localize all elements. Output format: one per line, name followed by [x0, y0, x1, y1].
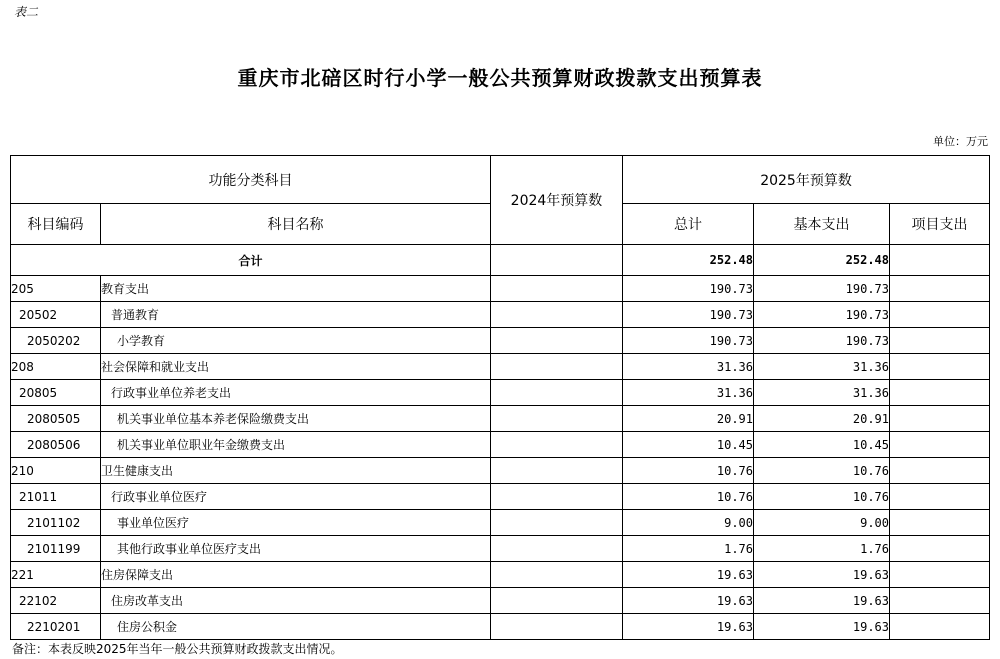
row-basic: 19.63 — [754, 614, 890, 640]
row-basic: 31.36 — [754, 354, 890, 380]
row-code: 2210201 — [11, 614, 101, 640]
row-basic: 190.73 — [754, 328, 890, 354]
row-budget-2024 — [491, 328, 623, 354]
row-code: 205 — [11, 276, 101, 302]
row-code: 2050202 — [11, 328, 101, 354]
row-code: 221 — [11, 562, 101, 588]
row-basic: 19.63 — [754, 588, 890, 614]
row-basic: 10.45 — [754, 432, 890, 458]
header-total: 总计 — [623, 204, 754, 245]
row-total: 19.63 — [623, 562, 754, 588]
row-total: 20.91 — [623, 406, 754, 432]
row-budget-2024 — [491, 484, 623, 510]
row-total: 19.63 — [623, 614, 754, 640]
table-row — [11, 458, 990, 484]
row-project — [890, 432, 990, 458]
row-name: 事业单位医疗 — [101, 510, 491, 536]
row-total: 190.73 — [623, 302, 754, 328]
row-basic: 19.63 — [754, 562, 890, 588]
row-budget-2024 — [491, 380, 623, 406]
row-name: 教育支出 — [101, 276, 491, 302]
row-total: 10.76 — [623, 458, 754, 484]
row-name: 机关事业单位职业年金缴费支出 — [101, 432, 491, 458]
row-code: 21011 — [11, 484, 101, 510]
table-row — [11, 588, 990, 614]
row-name: 小学教育 — [101, 328, 491, 354]
total-total: 252.48 — [623, 245, 754, 276]
row-project — [890, 588, 990, 614]
page-title: 重庆市北碚区时行小学一般公共预算财政拨款支出预算表 — [237, 66, 763, 90]
table-row — [11, 354, 990, 380]
table-row — [11, 406, 990, 432]
row-project — [890, 510, 990, 536]
row-name: 卫生健康支出 — [101, 458, 491, 484]
row-name: 住房公积金 — [101, 614, 491, 640]
table-row — [11, 510, 990, 536]
total-basic: 252.48 — [754, 245, 890, 276]
row-total: 190.73 — [623, 328, 754, 354]
row-project — [890, 328, 990, 354]
row-name: 机关事业单位基本养老保险缴费支出 — [101, 406, 491, 432]
row-code: 2101199 — [11, 536, 101, 562]
table-label: 表二 — [14, 5, 39, 19]
header-budget-2024: 2024年预算数 — [491, 156, 623, 245]
row-budget-2024 — [491, 562, 623, 588]
total-project — [890, 245, 990, 276]
row-project — [890, 380, 990, 406]
table-row — [11, 562, 990, 588]
row-budget-2024 — [491, 432, 623, 458]
row-project — [890, 536, 990, 562]
row-code: 208 — [11, 354, 101, 380]
header-budget-2025: 2025年预算数 — [623, 156, 990, 204]
unit-label: 单位：万元 — [933, 135, 988, 148]
footnote: 备注：本表反映2025年当年一般公共预算财政拨款支出情况。 — [12, 642, 343, 656]
table-row — [11, 536, 990, 562]
table-row — [11, 380, 990, 406]
row-budget-2024 — [491, 406, 623, 432]
row-project — [890, 302, 990, 328]
row-code: 2080506 — [11, 432, 101, 458]
row-project — [890, 562, 990, 588]
table-row — [11, 484, 990, 510]
row-budget-2024 — [491, 510, 623, 536]
row-budget-2024 — [491, 354, 623, 380]
row-project — [890, 276, 990, 302]
row-code: 20502 — [11, 302, 101, 328]
budget-table — [10, 155, 990, 640]
table-row — [11, 276, 990, 302]
row-total: 9.00 — [623, 510, 754, 536]
row-code: 210 — [11, 458, 101, 484]
header-project: 项目支出 — [890, 204, 990, 245]
row-name: 住房改革支出 — [101, 588, 491, 614]
row-total: 19.63 — [623, 588, 754, 614]
row-total: 31.36 — [623, 354, 754, 380]
header-name: 科目名称 — [101, 204, 491, 245]
row-project — [890, 614, 990, 640]
row-total: 10.76 — [623, 484, 754, 510]
table-row — [11, 328, 990, 354]
row-code: 20805 — [11, 380, 101, 406]
table-row — [11, 432, 990, 458]
row-name: 社会保障和就业支出 — [101, 354, 491, 380]
total-label: 合计 — [11, 245, 491, 276]
row-budget-2024 — [491, 536, 623, 562]
total-budget-2024 — [491, 245, 623, 276]
table-row — [11, 614, 990, 640]
row-name: 行政事业单位养老支出 — [101, 380, 491, 406]
row-budget-2024 — [491, 302, 623, 328]
row-project — [890, 458, 990, 484]
row-code: 22102 — [11, 588, 101, 614]
row-basic: 190.73 — [754, 276, 890, 302]
row-budget-2024 — [491, 276, 623, 302]
row-budget-2024 — [491, 458, 623, 484]
row-project — [890, 354, 990, 380]
row-name: 行政事业单位医疗 — [101, 484, 491, 510]
row-basic: 190.73 — [754, 302, 890, 328]
row-basic: 1.76 — [754, 536, 890, 562]
header-basic: 基本支出 — [754, 204, 890, 245]
header-category: 功能分类科目 — [11, 156, 491, 204]
total-row — [11, 245, 990, 276]
row-project — [890, 484, 990, 510]
row-basic: 31.36 — [754, 380, 890, 406]
row-name: 其他行政事业单位医疗支出 — [101, 536, 491, 562]
row-total: 10.45 — [623, 432, 754, 458]
row-basic: 10.76 — [754, 458, 890, 484]
row-name: 住房保障支出 — [101, 562, 491, 588]
row-basic: 10.76 — [754, 484, 890, 510]
row-total: 1.76 — [623, 536, 754, 562]
header-code: 科目编码 — [11, 204, 101, 245]
row-project — [890, 406, 990, 432]
row-basic: 9.00 — [754, 510, 890, 536]
row-code: 2101102 — [11, 510, 101, 536]
row-budget-2024 — [491, 614, 623, 640]
row-total: 190.73 — [623, 276, 754, 302]
row-budget-2024 — [491, 588, 623, 614]
row-basic: 20.91 — [754, 406, 890, 432]
row-name: 普通教育 — [101, 302, 491, 328]
row-total: 31.36 — [623, 380, 754, 406]
table-row — [11, 302, 990, 328]
row-code: 2080505 — [11, 406, 101, 432]
